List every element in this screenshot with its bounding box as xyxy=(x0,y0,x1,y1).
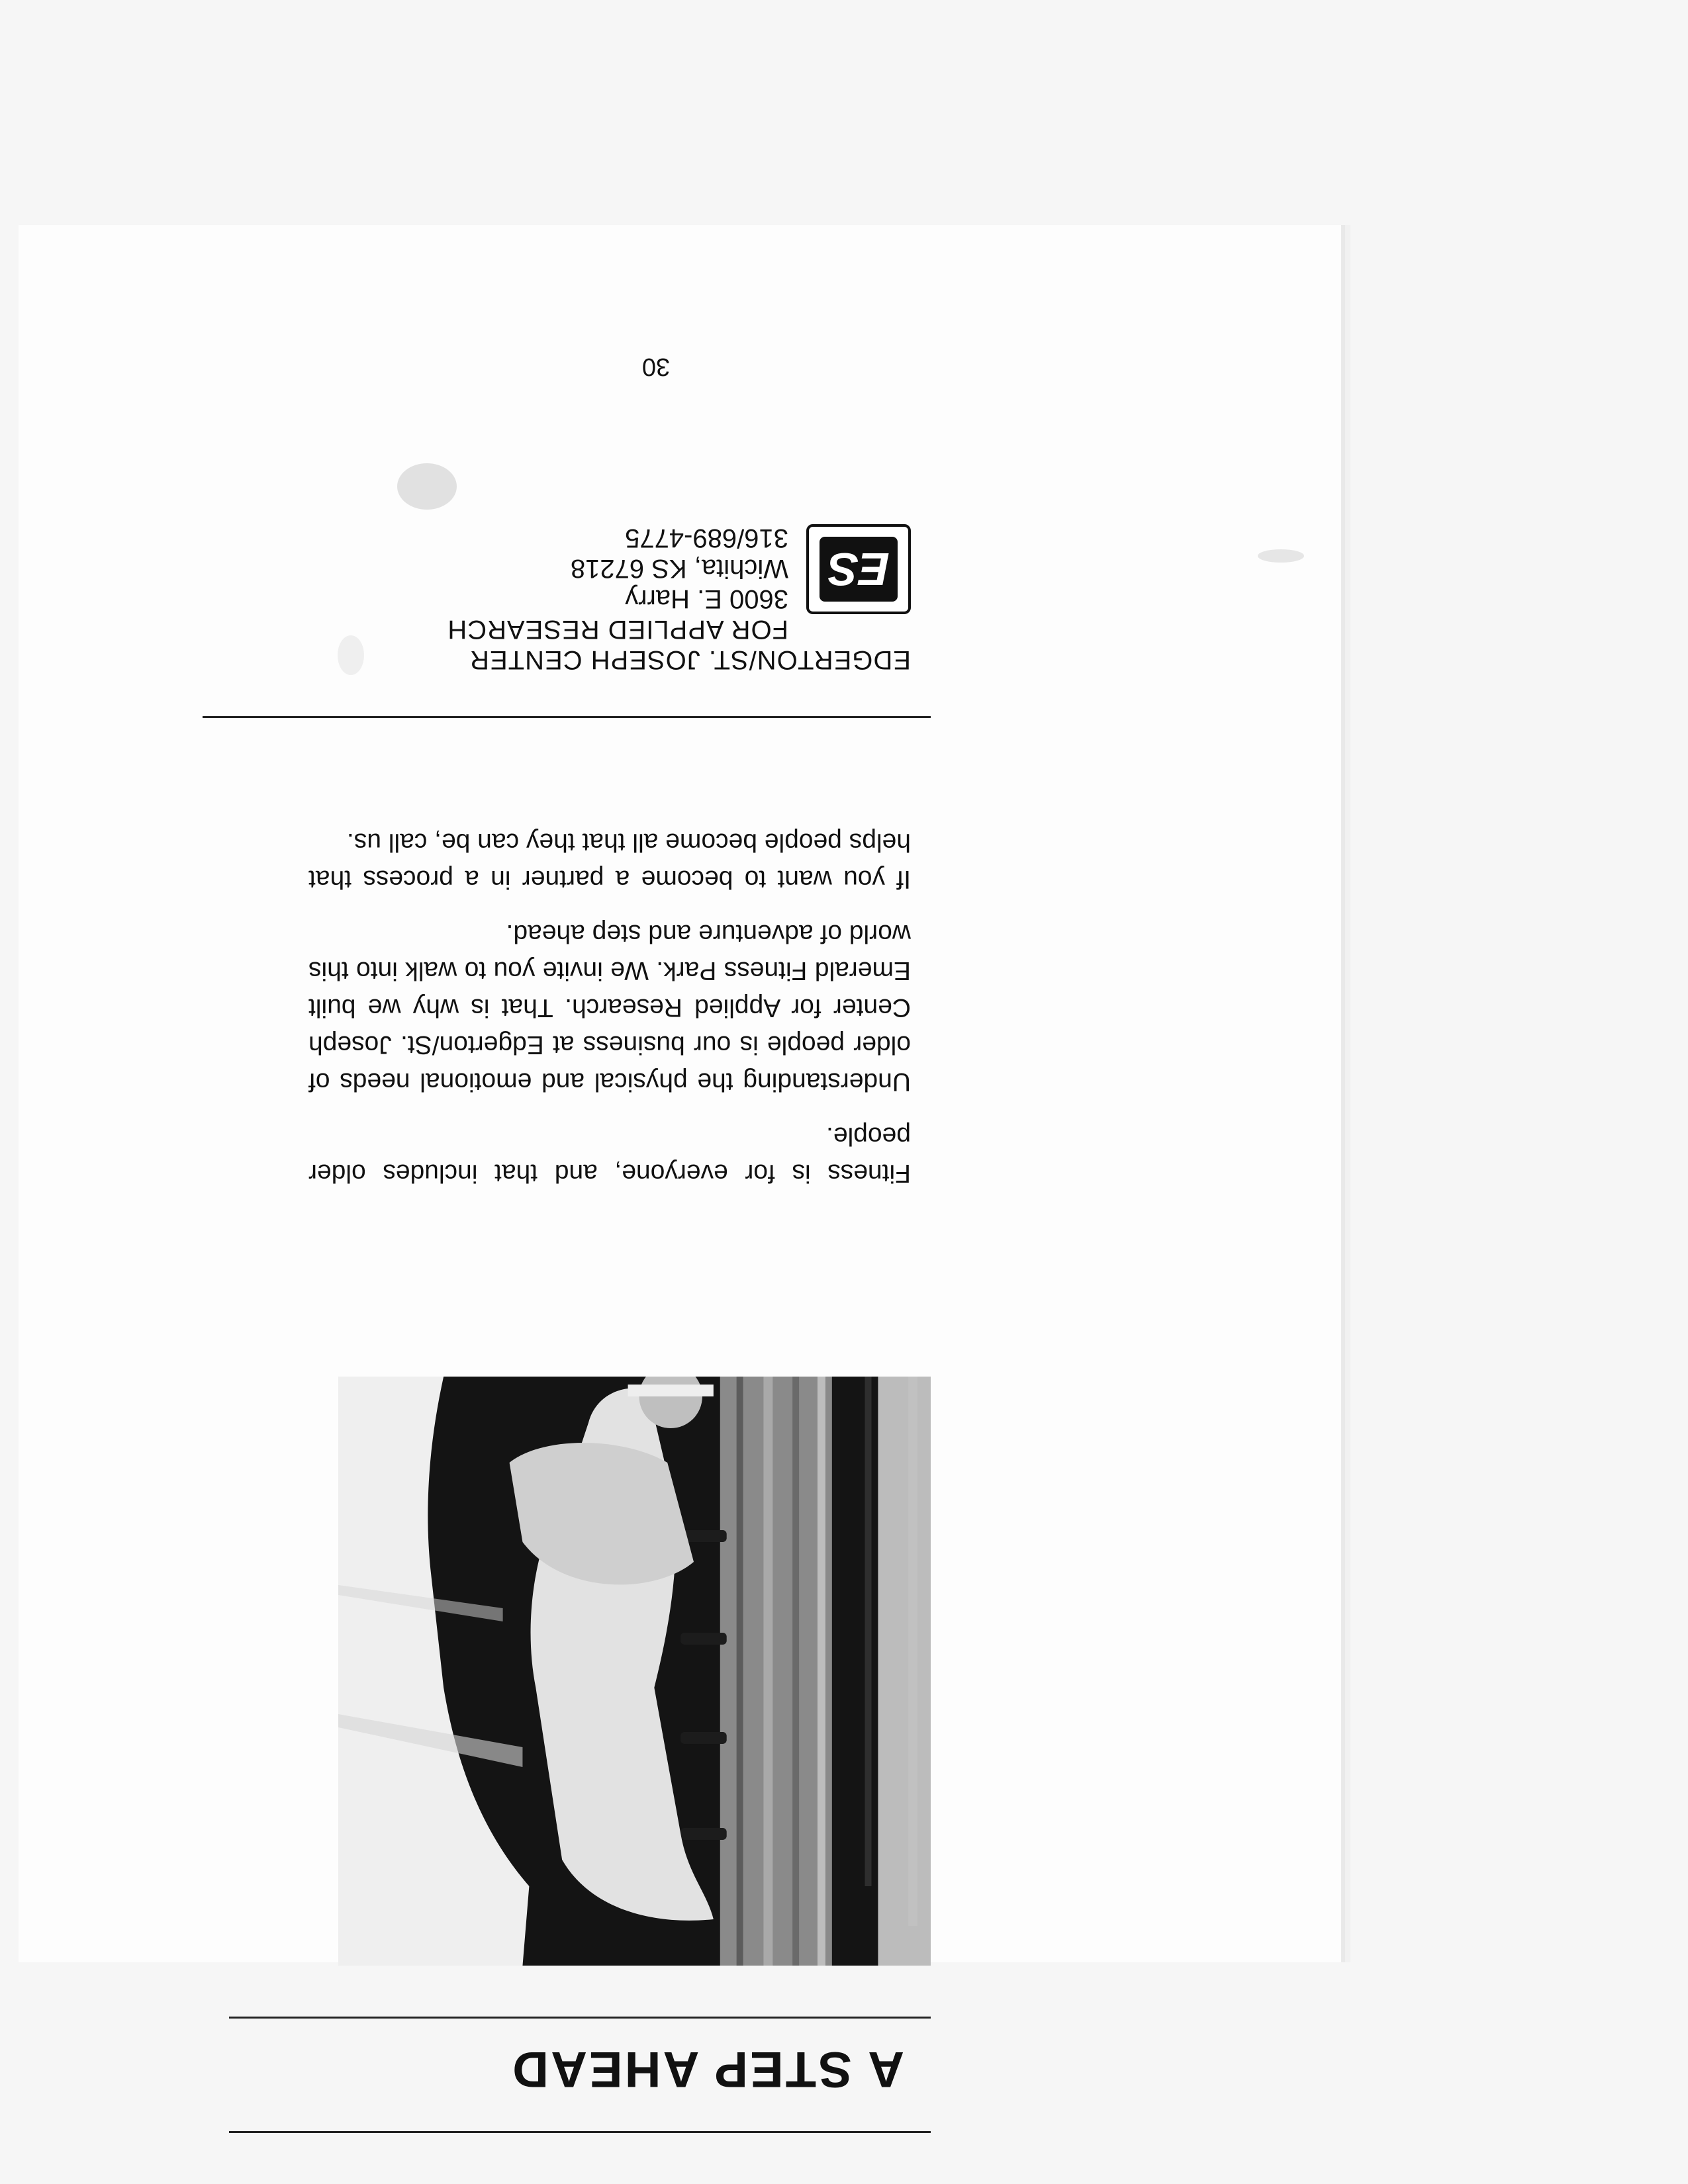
paragraph-1: Fitness is for everyone, and that includes older people. xyxy=(308,1122,911,1187)
body-text xyxy=(308,806,911,1191)
org-address xyxy=(571,523,788,614)
paragraph-3: If you want to become a partner in a process that helps people become all that they can be, call us. xyxy=(308,828,911,893)
scan-smudge xyxy=(397,463,457,510)
headline-top-rule xyxy=(229,2131,931,2133)
scan-smudge xyxy=(338,635,364,675)
logo-text: ES xyxy=(820,537,898,602)
org-name-line2: FOR APPLIED RESEARCH xyxy=(447,615,788,644)
footer-rule xyxy=(203,716,931,718)
address-phone: 316/689-4775 xyxy=(625,523,788,553)
photo-placeholder-icon xyxy=(338,1377,931,1966)
photo-man-climbing-tree xyxy=(338,1377,931,1966)
headline: A STEP AHEAD xyxy=(510,2041,904,2097)
organization-block xyxy=(315,523,911,675)
headline-bottom-rule xyxy=(229,2017,931,2019)
address-street: 3600 E. Harry xyxy=(625,584,788,614)
scan-smudge xyxy=(1258,549,1304,563)
es-logo-icon xyxy=(806,524,911,614)
page-number: 30 xyxy=(641,353,671,381)
address-city: Wichita, KS 67218 xyxy=(570,554,788,583)
paragraph-2: Understanding the physical and emotional needs of older people is our business at Edgerton/St. Joseph Center for Applied Research. That is why we built Emerald Fitness Park. We invite you to walk into this world of adventure and step ahead. xyxy=(308,919,911,1096)
org-name-line1: EDGERTON/ST. JOSEPH CENTER xyxy=(469,645,911,674)
page-content-rotated xyxy=(19,225,1341,2097)
